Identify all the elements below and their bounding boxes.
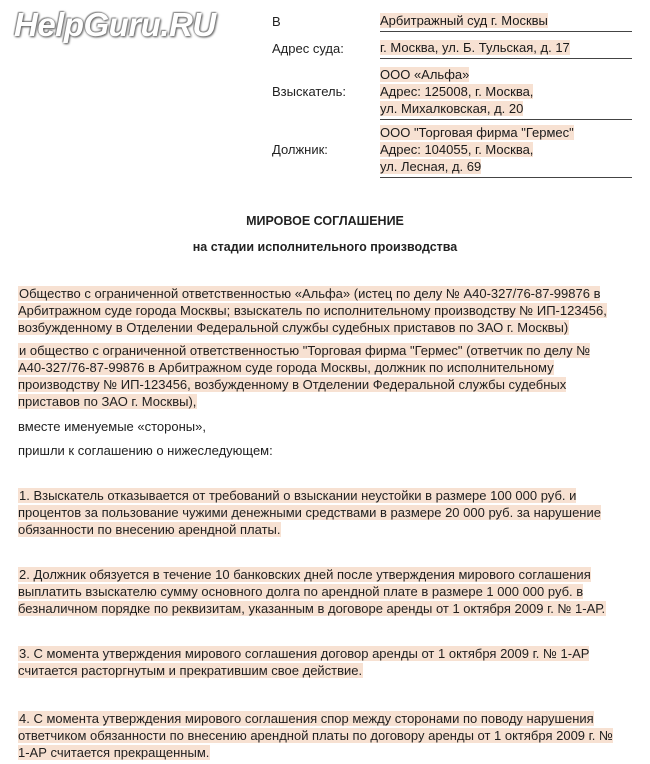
paragraph-agreed: пришли к соглашению о нижеследующем: [18, 443, 273, 458]
paragraph-together: вместе именуемые «стороны», [18, 419, 206, 434]
debtor-label: Должник: [272, 142, 328, 157]
logo-ru: .RU [160, 6, 216, 43]
clause-3-text: 3. С момента утверждения мирового соглашения договор аренды от 1 октября 2009 г. № 1-АР считается расторгнутым и прекратившим свое действие. [18, 646, 590, 678]
claimant-label: Взыскатель: [272, 84, 346, 99]
claimant-line-1: ООО «Альфа» [380, 67, 470, 82]
claimant-line-3: ул. Михалковская, д. 20 [380, 101, 524, 116]
debtor-line-2: Адрес: 104055, г. Москва, [380, 142, 534, 157]
court-name [380, 12, 632, 32]
logo-help: Help [14, 6, 84, 43]
clause-2-text: 2. Должник обязуется в течение 10 банковских дней после утверждения мирового соглашения выплатить взыскателю сумму основного долга по арендной плате в размере 1 000 000 руб. в безналичном порядке по реквизитам, указанным в договоре аренды от 1 октября 2009 г. № 1-АР. [18, 567, 606, 616]
debtor-line-3: ул. Лесная, д. 69 [380, 159, 482, 174]
clause-1 [18, 487, 614, 538]
document-subtitle: на стадии исполнительного производства [192, 240, 458, 254]
clause-2 [18, 566, 614, 617]
court-address-text: г. Москва, ул. Б. Тульская, д. 17 [380, 40, 570, 55]
logo-guru: Guru [83, 6, 161, 43]
address-label: Адрес суда: [272, 41, 344, 56]
court-name-text: Арбитражный суд г. Москвы [380, 13, 548, 28]
clause-4 [18, 710, 614, 761]
debtor-line-1: ООО "Торговая фирма "Гермес" [380, 125, 574, 140]
clause-3 [18, 645, 614, 679]
paragraph-parties-alpha-text: Общество с ограниченной ответственностью «Альфа» (истец по делу № А40-327/76-87-99876 в Арбитражном суде города Москвы; взыскатель по исполнительному производству № ИП-123456, возбужденному в Отделении Федеральной службы судебных приставов по ЗАО г. Москвы) [18, 286, 607, 335]
claimant-line-2: Адрес: 125008, г. Москва, [380, 84, 534, 99]
claimant-block [380, 66, 632, 120]
paragraph-parties-hermes-text: и общество с ограниченной ответственностью "Торговая фирма "Гермес" (ответчик по делу № А40-327/76-87-99876 в Арбитражном суде города Москвы, должник по исполнительному производству № ИП-123456, возбужденному в Отделении Федеральной службы судебных приставов по ЗАО г. Москвы), [18, 343, 591, 409]
to-label: В [272, 14, 281, 29]
clause-4-text: 4. С момента утверждения мирового соглашения спор между сторонами по поводу нарушения ответчиком обязанности по внесению арендной платы по договору аренды от 1 октября 2009 г. № 1-АР считается прекращенным. [18, 711, 613, 760]
site-logo [14, 6, 216, 44]
debtor-block [380, 124, 632, 178]
paragraph-parties-hermes [18, 342, 614, 410]
document-title: МИРОВОЕ СОГЛАШЕНИЕ [246, 214, 404, 228]
paragraph-parties-alpha [18, 285, 614, 336]
court-address [380, 39, 632, 59]
clause-1-text: 1. Взыскатель отказывается от требований о взыскании неустойки в размере 100 000 руб. и процентов за пользование чужими денежными средствами в размере 20 000 руб. за нарушение обязанности по внесению арендной платы. [18, 488, 601, 537]
